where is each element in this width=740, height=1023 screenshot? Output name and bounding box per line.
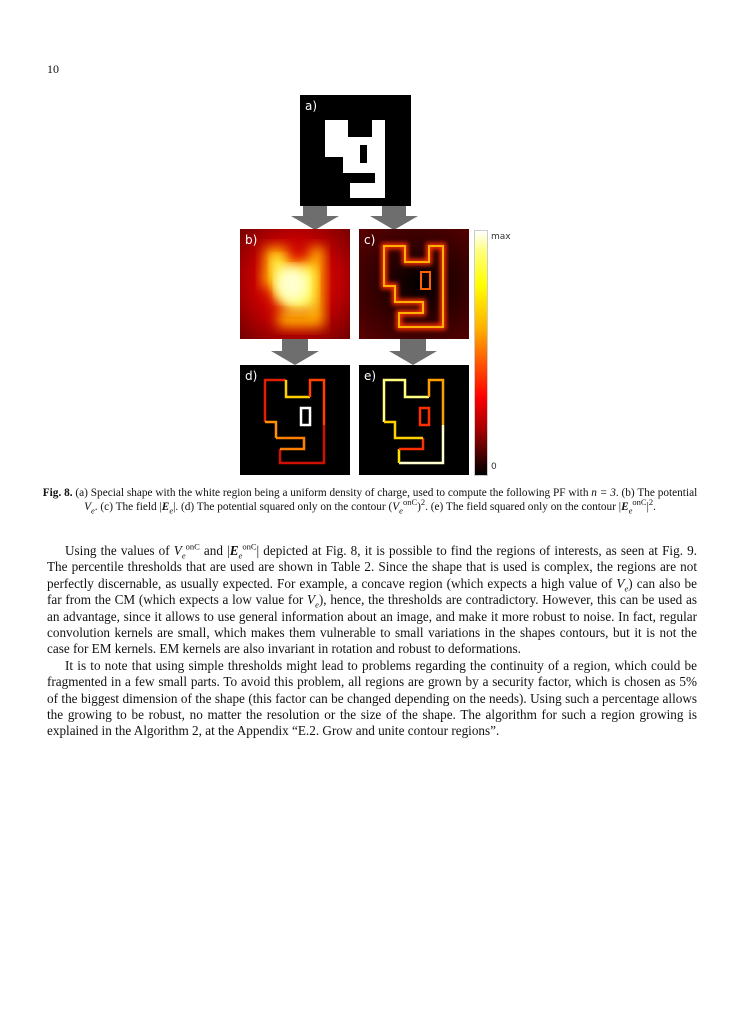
colorbar-max-label: max xyxy=(491,232,511,242)
figure-8 xyxy=(0,0,740,480)
arrow-ve-label: V xyxy=(356,207,365,221)
panel-label-c: c) xyxy=(364,233,376,247)
panel-e-field-contour xyxy=(359,365,469,475)
arrow-ee: $|E_e|$ xyxy=(370,206,418,230)
colorbar-min-label: 0 xyxy=(491,462,497,472)
panel-a-shape xyxy=(300,95,411,206)
arrow-onc-left xyxy=(271,339,354,365)
panel-c-field xyxy=(359,229,469,339)
paragraph-1: Using the values of $V_e^{onC}$ and $|E_e^{onC}|$ depicted at Fig. 8, it is possible to find the regions of interests, as seen at Fig. 9. The percentile thresholds that are used are shown in Table 2. Since the shape that is used is complex, the regions are not perfectly discernable, as usually expected. For example, a concave region (which expects a high value of $V_e$) can also be far from the CM (which expects a low value for $V_e$), hence, the thresholds are contradictory. However, this can be used as an advantage, since it allows to use general information about an image, and make it more robust to noise. In fact, regular convolution kernels are small, which makes them vulnerable to small variations in the shapes contours, but it is not the case for EM kernels. EM kernels are also invariant in rotation and robust to deformations. xyxy=(47,541,697,657)
field-map xyxy=(359,229,469,339)
panel-d-potential-contour xyxy=(240,365,350,475)
arrow-onc-right xyxy=(389,339,472,365)
down-arrow-icon xyxy=(271,339,319,365)
arrow-onc-label: onC xyxy=(332,340,354,354)
figure-caption: Fig. 8. (a) Special shape with the white region being a uniform density of charge, used to compute the following PF with n = 3. (b) The potential $V_e$. (c) The field $|E_e|$. (d) The potential squared only on the contour $(V_e^{onC})^2$. (e) The field squared only on the contour $|E_e^{onC}|^2$. xyxy=(42,487,698,516)
arrow-onc-label: onC xyxy=(450,340,472,354)
panel-label-e: e) xyxy=(364,369,377,383)
down-arrow-icon xyxy=(389,339,437,365)
down-arrow-icon xyxy=(291,206,339,230)
arrow-ve: $V_e$ xyxy=(291,206,339,230)
panel-b-potential xyxy=(240,229,350,339)
down-arrow-icon xyxy=(370,206,418,230)
body-text xyxy=(47,543,697,740)
page-number: 10 xyxy=(47,62,59,76)
panel-label-b: b) xyxy=(245,233,258,247)
panel-label-d: d) xyxy=(245,369,258,383)
panel-label-a: a) xyxy=(305,99,318,113)
caption-label: Fig. 8. xyxy=(42,487,73,499)
paragraph-2: It is to note that using simple thresholds might lead to problems regarding the continuity of a region, which could be fragmented in a few small parts. To avoid this problem, all regions are grown by a security factor, which is chosen as 5% of the biggest dimension of the shape (this factor can be changed depending on the needs). Using such a percentage allows the growing to be robust, no matter the resolution or the size of the shape. The algorithm for such a region growing is explained in the Algorithm 2, at the Appendix “E.2. Grow and unite contour regions”. xyxy=(47,657,697,739)
arrow-ee-label: |E xyxy=(430,207,444,221)
